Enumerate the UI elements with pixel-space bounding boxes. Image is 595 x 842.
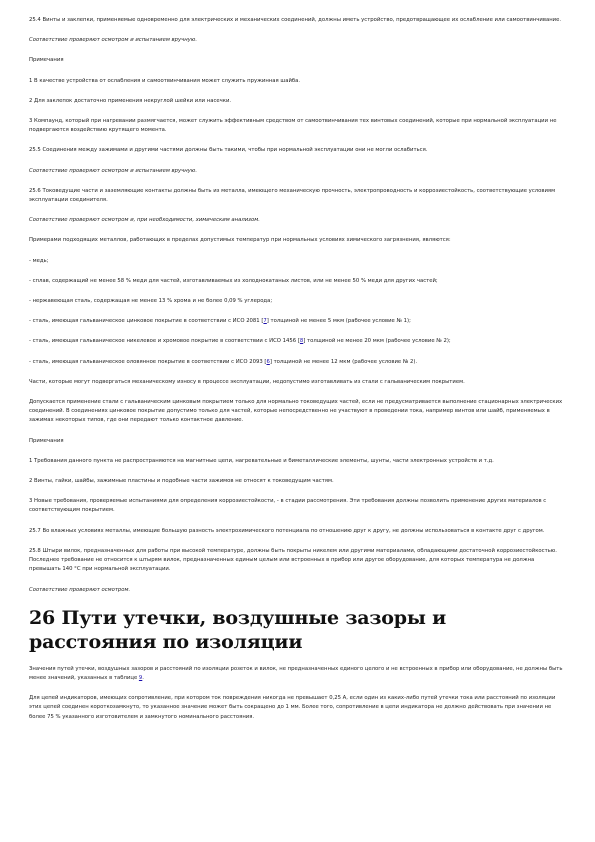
- paragraph-text: 25.8 Штыри вилок, предназначенных для работы при высокой температуре, должны быть покрыты никелем или другими материалами, обладающими достаточной коррозиестойкостью. Последнее требование не относится к штырям вилок, предназначенных единым целым или встроенных в прибор или другое оборудование, для которых температура не должна превышать 140 °С при нормальной эксплуатации.: [29, 547, 557, 573]
- paragraph-text: 1 Требования данного пункта не распространяются на магнитные цепи, нагревательные и биметаллические элементы, шунты, части электронных устройств и т.д.: [29, 457, 494, 464]
- paragraph-text: - сталь, имеющая гальваническое цинковое покрытие в соответствии с ИСО 2081 [: [29, 318, 264, 325]
- paragraph-text: Примечания: [29, 437, 64, 444]
- sec25-paragraph: [29, 16, 566, 25]
- paragraph-text: 3 Компаунд, который при нагревании размягчается, может служить эффективным средством от самоотвинчивания тех винтовых соединений, которые при нормальной эксплуатации не подвергаются воздействию крутящего момента.: [29, 118, 557, 134]
- paragraph-text: Соответствие проверяют осмотром и испытанием вручную.: [29, 167, 198, 174]
- sec25-paragraph: [29, 277, 566, 286]
- sec25-paragraph: [29, 527, 566, 536]
- paragraph-text: 2 Для заклепок достаточно применения некруглой шейки или насечки.: [29, 97, 232, 104]
- paragraph-text: ] толщиной не менее 5 мкм (рабочее условие № 1);: [266, 318, 411, 325]
- section-25-body: [29, 16, 566, 595]
- sec25-paragraph: [29, 36, 566, 45]
- sec25-paragraph: [29, 547, 566, 575]
- sec25-paragraph: [29, 297, 566, 306]
- paragraph-text: 25.5 Соединения между зажимами и другими частями должны быть такими, чтобы при нормальной эксплуатации они не могли ослабиться.: [29, 147, 428, 154]
- paragraph-text: Соответствие проверяют осмотром.: [29, 586, 131, 593]
- paragraph-text: - сплав, содержащий не менее 58 % меди для частей, изготавливаемых из холоднокатаных листов, или не менее 50 % меди для других частей;: [29, 277, 438, 284]
- paragraph-text: Значения путей утечки, воздушных зазоров и расстояний по изоляции розеток и вилок, не предназначенных единого целого и не встроенных в прибор или оборудование, не должны быть менее значений, указанных в таблице: [29, 665, 563, 681]
- reference-link[interactable]: 9: [138, 674, 143, 681]
- sec25-paragraph: [29, 187, 566, 205]
- sec25-paragraph: [29, 477, 566, 486]
- sec25-paragraph: [29, 317, 566, 326]
- sec25-paragraph: [29, 146, 566, 155]
- sec25-paragraph: [29, 497, 566, 515]
- paragraph-text: 1 В качестве устройства от ослабления и самоотвинчивания может служить пружинная шайба.: [29, 77, 301, 84]
- paragraph-text: ] толщиной не менее 20 мкм (рабочее условие № 2);: [303, 338, 451, 345]
- sec25-paragraph: [29, 97, 566, 106]
- paragraph-text: Части, которые могут подвергаться механическому износу в процессе эксплуатации, недопустимо изготавливать из стали с гальваническим покрытием.: [29, 378, 465, 385]
- paragraph-text: Допускается применение стали с гальваническим цинковым покрытием только для нормально токоведущих частей, если не предусматривается выполнение стационарных электрических соединений. В соединениях цинковое покрытие допустимо только для частей, которые непосредственно не участвуют в проведении тока, например винтов или шайб, применяемых в зажимах некоторых типов, где они передают только контактное давление.: [29, 399, 563, 424]
- paragraph-text: - сталь, имеющая гальваническое никелевое и хромовое покрытие в соответствии с ИСО 1456 [: [29, 338, 300, 345]
- paragraph-text: 25.6 Токоведущие части и заземляющие контакты должны быть из металла, имеющего механическую прочность, электропроводность и коррозиестойкость, соответствующие условиям эксплуатации соединителя.: [29, 187, 556, 204]
- paragraph-text: Примерами подходящих металлов, работающих в пределах допустимых температур при нормальных условиях химического загрязнения, являются:: [29, 237, 451, 244]
- paragraph-text: .: [142, 674, 144, 681]
- sec25-paragraph: [29, 586, 566, 595]
- sec25-paragraph: [29, 358, 566, 367]
- reference-link[interactable]: 6: [266, 358, 270, 365]
- paragraph-text: Для цепей индикаторов, имеющих сопротивление, при котором ток повреждения никогда не превышает 0,25 А, если один из каких-либо путей утечки тока или расстояний по изоляции этих цепей соединен короткозамкнуто, то указанное значение может быть сокращено до 1 мм. Более того, сопротивление в цепи индикатора не должно действовать при значении не более 75 % указанного изготовителем и замкнутого номинального расстояния.: [29, 695, 556, 720]
- section-26-heading: 26 Пути утечки, воздушные зазоры и расстояния по изоляции: [29, 606, 446, 653]
- sec25-paragraph: [29, 337, 566, 346]
- paragraph-text: Примечания: [29, 57, 64, 64]
- sec25-paragraph: [29, 457, 566, 466]
- paragraph-text: - нержавеющая сталь, содержащая не менее 13 % хрома и не более 0,09 % углерода;: [29, 298, 273, 305]
- sec25-paragraph: [29, 167, 566, 176]
- sec25-paragraph: [29, 257, 566, 266]
- sec25-paragraph: [29, 437, 566, 446]
- reference-link[interactable]: 8: [299, 338, 304, 345]
- reference-link[interactable]: 7: [263, 318, 267, 325]
- paragraph-text: Соответствие проверяют осмотром и испытанием вручную.: [29, 37, 198, 44]
- paragraph-text: Соответствие проверяют осмотром и, при необходимости, химическим анализом.: [29, 217, 260, 224]
- sec25-paragraph: [29, 378, 566, 387]
- paragraph-text: 25.7 Во влажных условиях металлы, имеющие большую разность электрохимического потенциала по отношению друг к другу, не должны использоваться в контакте друг с другом.: [29, 527, 545, 534]
- section-26-body: [29, 665, 566, 722]
- paragraph-text: - сталь, имеющая гальваническое оловянное покрытие в соответствии с ИСО 2093 [: [29, 358, 267, 365]
- sec26-paragraph: [29, 694, 566, 722]
- sec25-paragraph: [29, 398, 566, 426]
- sec25-paragraph: [29, 56, 566, 65]
- sec26-paragraph: [29, 665, 566, 683]
- sec25-paragraph: [29, 117, 566, 135]
- sec25-paragraph: [29, 236, 566, 245]
- paragraph-text: 2 Винты, гайки, шайбы, зажимные пластины и подобные части зажимов не относят к токоведущим частям.: [29, 478, 334, 485]
- paragraph-text: 3 Новые требования, проверяемые испытаниями для определения коррозиестойкости, - в стадии рассмотрения. Эти требования должны позволить применение других материалов с соответствующим покрытием.: [29, 498, 547, 514]
- paragraph-text: 25.4 Винты и заклепки, применяемые одновременно для электрических и механических соединений, должны иметь устройство, предотвращающее их ослабление или самоотвинчивание.: [29, 17, 562, 23]
- paragraph-text: ] толщиной не менее 12 мкм (рабочее условие № 2).: [269, 358, 418, 365]
- sec25-paragraph: [29, 77, 566, 86]
- sec25-paragraph: [29, 216, 566, 225]
- paragraph-text: - медь;: [29, 257, 49, 264]
- document-page: [29, 16, 566, 733]
